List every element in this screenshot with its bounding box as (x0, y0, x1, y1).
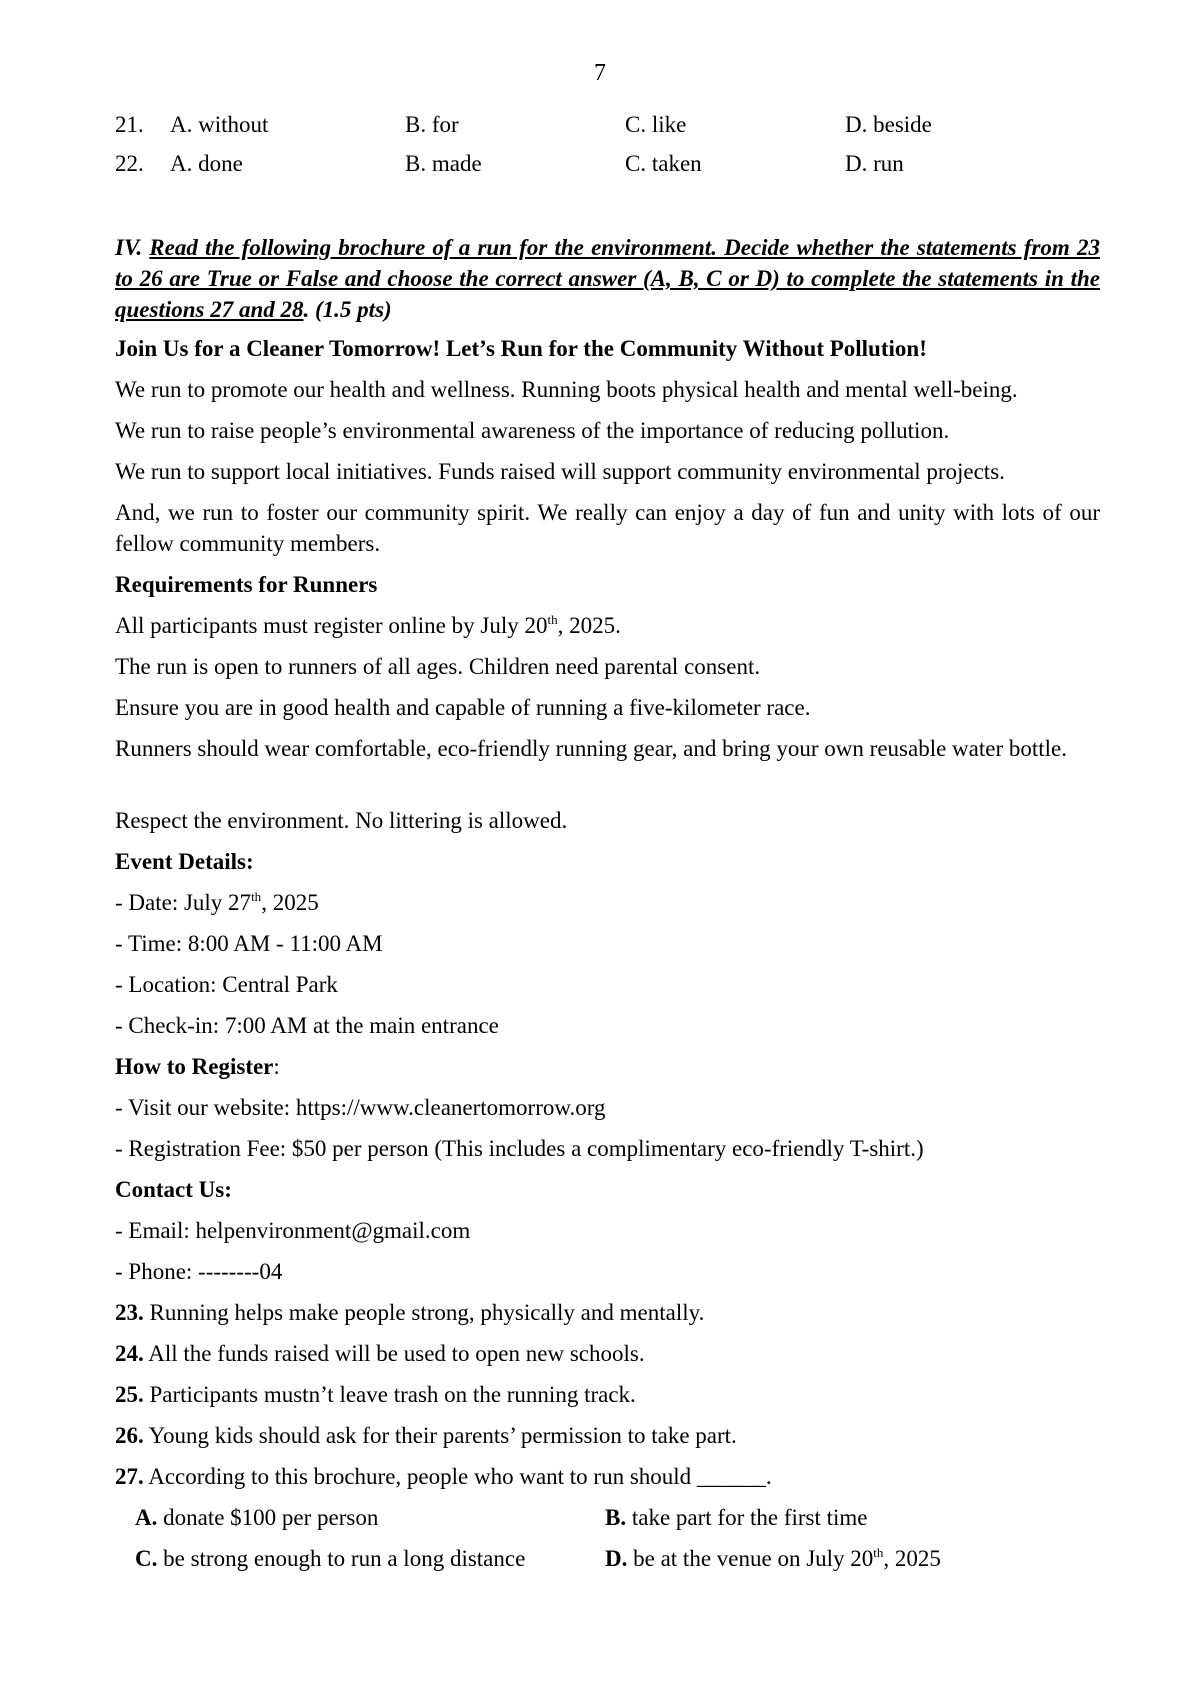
requirement-item: All participants must register online by July 20th, 2025. (115, 612, 621, 638)
option-a: A. donate $100 per person (135, 1505, 379, 1530)
option-a: A. done (170, 151, 243, 176)
register-fee: - Registration Fee: $50 per person (This includes a complimentary eco-friendly T-shirt.) (115, 1136, 924, 1161)
option-d: D. run (845, 151, 904, 176)
option-c: C. like (625, 112, 687, 137)
intro-paragraph: We run to support local initiatives. Funds raised will support community environmental projects. (115, 459, 1005, 484)
intro-paragraph: We run to raise people’s environmental awareness of the importance of reducing pollution. (115, 418, 950, 443)
requirement-item: Respect the environment. No littering is allowed. (115, 808, 568, 833)
intro-paragraph: And, we run to foster our community spirit. We really can enjoy a day of fun and unity with lots of our fellow community members. (115, 500, 1100, 556)
question-27-options-row-2 (115, 1543, 1100, 1584)
section-points: . (1.5 pts) (303, 297, 392, 322)
question-27: 27. According to this brochure, people who want to run should ______. (115, 1464, 772, 1489)
question-25: 25. Participants mustn’t leave trash on the running track. (115, 1382, 636, 1407)
option-b: B. made (405, 151, 482, 176)
contact-email: - Email: helpenvironment@gmail.com (115, 1218, 471, 1243)
page-number: 7 (594, 60, 606, 86)
brochure-content (115, 333, 1100, 1584)
event-date: - Date: July 27th, 2025 (115, 889, 319, 915)
question-number: 22. (115, 151, 144, 176)
event-checkin: - Check-in: 7:00 AM at the main entrance (115, 1013, 499, 1038)
option-d: D. be at the venue on July 20th, 2025 (605, 1545, 941, 1571)
option-b: B. take part for the first time (605, 1505, 868, 1530)
requirements-heading: Requirements for Runners (115, 572, 378, 597)
option-a: A. without (170, 112, 269, 137)
option-c: C. be strong enough to run a long distance (135, 1546, 526, 1571)
register-website: - Visit our website: https://www.cleanertomorrow.org (115, 1095, 606, 1120)
intro-paragraph: We run to promote our health and wellness. Running boots physical health and mental well-being. (115, 377, 1018, 402)
instruction-text: Read the following brochure of a run for the environment. Decide whether the statements from 23 to 26 are True or False and choose the correct answer (A, B, C or D) to complete the statements in the questions 27 and 28 (115, 235, 1101, 322)
question-24: 24. All the funds raised will be used to open new schools. (115, 1341, 645, 1366)
event-details-heading: Event Details: (115, 849, 254, 874)
contact-heading: Contact Us: (115, 1177, 232, 1202)
brochure-headline: Join Us for a Cleaner Tomorrow! Let’s Run for the Community Without Pollution! (115, 336, 927, 361)
requirement-item: Runners should wear comfortable, eco-friendly running gear, and bring your own reusable water bottle. (115, 736, 1067, 761)
question-number: 21. (115, 112, 144, 137)
question-22-options (115, 149, 1115, 179)
event-location: - Location: Central Park (115, 972, 338, 997)
question-21-options (115, 110, 1115, 140)
register-heading: How to Register: (115, 1054, 280, 1079)
question-26: 26. Young kids should ask for their parents’ permission to take part. (115, 1423, 737, 1448)
event-time: - Time: 8:00 AM - 11:00 AM (115, 931, 383, 956)
requirement-item: Ensure you are in good health and capable of running a five-kilometer race. (115, 695, 811, 720)
option-b: B. for (405, 112, 459, 137)
option-d: D. beside (845, 112, 932, 137)
option-c: C. taken (625, 151, 702, 176)
question-23: 23. Running helps make people strong, physically and mentally. (115, 1300, 705, 1325)
contact-phone: - Phone: --------04 (115, 1259, 283, 1284)
section-instruction (115, 232, 1100, 325)
section-roman-numeral: IV. (115, 235, 143, 260)
question-27-options-row-1 (115, 1502, 1100, 1543)
requirement-item: The run is open to runners of all ages. Children need parental consent. (115, 654, 761, 679)
